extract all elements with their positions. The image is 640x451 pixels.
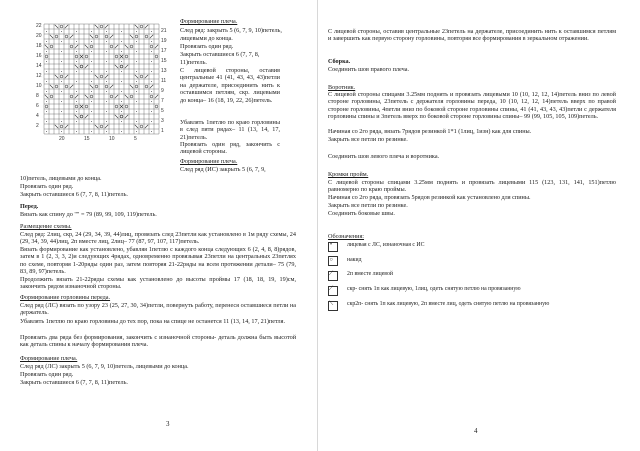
decrease-symbol (95, 25, 98, 28)
knit-symbol (106, 61, 107, 62)
knit-symbol (76, 111, 77, 112)
knit-symbol (76, 41, 77, 42)
text-line: Вязать как спину до "" = 79 (89, 99, 109, 119)петель. (20, 211, 157, 218)
row-number-left: 8 (36, 93, 39, 99)
yarn-over-symbol (120, 115, 123, 118)
decrease-symbol (70, 85, 73, 88)
yarn-over-symbol (145, 35, 148, 38)
yarn-over-symbol (110, 45, 113, 48)
knit-symbol (136, 31, 137, 32)
row-number-left: 4 (36, 113, 39, 119)
decrease-symbol (75, 65, 78, 68)
knit-symbol (136, 71, 137, 72)
decrease-symbol (145, 125, 148, 128)
decrease-symbol (85, 65, 88, 68)
knit-symbol (151, 101, 152, 102)
heading-shoulder-1: Формирование плеча. (180, 18, 238, 25)
text-line: лицевыми до конца. (180, 35, 233, 42)
decrease-symbol (115, 95, 118, 98)
heading-legend: Обозначения: (328, 233, 365, 240)
row-number-right: 21 (161, 28, 167, 34)
knit-symbol (121, 71, 122, 72)
heading-collar: Воротник. (328, 84, 356, 91)
knit-symbol (61, 51, 62, 52)
yarn-over-symbol (60, 125, 63, 128)
row-number-left: 6 (36, 103, 39, 109)
knit-symbol (136, 101, 137, 102)
knit-symbol (151, 71, 152, 72)
knit-symbol (121, 51, 122, 52)
text-line: Закрыть все петли по резинке. (328, 202, 408, 209)
text-paragraph: Провязать два ряда без формирования, закончить с изнаночной стороны- деталь должна быть высотой как деталь спины к началу формирования плеча. (20, 334, 298, 349)
text-line: 10)петель, лицевыми до конца. (20, 175, 102, 182)
text-paragraph: Вязать формирование как установлено, убавляя 1петлю с каждого конца следующих 6 (2, 4, 8, 8)рядов, затем в 1 (2, 3, 3, 2)и следующих 4рядах, одновременно провязывая 23петли на центральных 23петлях по схеме, повторяя 1-20ряды один раз, затем повторяя 21-22ряды на всем протяжении детали– 75 (79, 83, 89, 97)петель. (20, 246, 298, 276)
knit-symbol (61, 81, 62, 82)
decrease-symbol (150, 85, 153, 88)
knit-symbol (151, 111, 152, 112)
row-number-right: 3 (161, 118, 164, 124)
yarn-over-symbol (85, 55, 88, 58)
row-number-left: 16 (36, 53, 42, 59)
heading-armhole: Кромки пройм. (328, 171, 369, 178)
knit-symbol (91, 111, 92, 112)
yarn-over-symbol (85, 105, 88, 108)
decrease-symbol (155, 45, 158, 48)
text-line: Провязать один ряд. (20, 183, 74, 190)
knit-symbol (46, 61, 47, 62)
yarn-over-symbol (55, 35, 58, 38)
knit-symbol (121, 121, 122, 122)
knit-symbol (46, 121, 47, 122)
legend-text: лицевая с ЛС, изнаночная с ИС (347, 242, 425, 248)
knit-symbol (61, 121, 62, 122)
yarn-over-symbol (140, 75, 143, 78)
knit-symbol (91, 71, 92, 72)
yarn-over-symbol (70, 95, 73, 98)
text-line: Закрыть оставшиеся 6 (7, 7, 8, (180, 51, 260, 58)
yarn-over-symbol (150, 95, 153, 98)
decrease-symbol (95, 125, 98, 128)
text-paragraph: С лицевой стороны, оставив центральные 41 (41, 43, 43, 43)петли на держателе, присоединить нить к оставшимся петлям, скр. лицевыми до конца– 16 (18, 19, 22, 26)петель. (180, 67, 282, 104)
yarn-over-symbol (115, 105, 118, 108)
heading-front-neck: Формирование горловины переда. (20, 294, 111, 301)
yarn-over-symbol (75, 105, 78, 108)
knit-symbol (151, 41, 152, 42)
knit-symbol (91, 31, 92, 32)
decrease-symbol (145, 25, 148, 28)
decrease-symbol (125, 45, 128, 48)
knit-symbol (106, 111, 107, 112)
knit-symbol (106, 121, 107, 122)
row-number-right: 9 (161, 88, 164, 94)
column-number: 10 (109, 136, 115, 142)
yarn-over-symbol (80, 115, 83, 118)
knit-symbol (151, 91, 152, 92)
knit-symbol (91, 81, 92, 82)
text-paragraph: С лицевой стороны, оставив центральные 23петель на держателе, присоединить нить к оставшимся петлям и завершить как первую сторону горловины, повторяя все формирования в зеркальном отражении. (328, 28, 618, 43)
yarn-over-symbol (50, 45, 53, 48)
knit-symbol (46, 111, 47, 112)
text-paragraph: С лицевой стороны спицами 3.25мм поднять и провязать лицевыми 10 (10, 12, 12, 14)петель вниз по левой стороне горловины, 23петель с держателя горловины переда, 10 (10, 12, 12, 14)петель вверх по правой стороне горловины, 4петли вниз по боковой стороне горловины спины, 41 (41, 43, 43, 43)петли с держателя горловины спины и 3петель вверх по боковой стороне горловины спины– 99 (99, 105, 105, 109)петель. (328, 91, 618, 121)
knitting-chart (36, 22, 166, 142)
yarn-over-symbol (115, 55, 118, 58)
legend-text: накид (347, 257, 362, 263)
knit-symbol (106, 101, 107, 102)
decrease-symbol (75, 45, 78, 48)
decrease-symbol (75, 115, 78, 118)
decrease-symbol (125, 95, 128, 98)
knit-symbol (61, 101, 62, 102)
knit-symbol (136, 111, 137, 112)
yarn-over-symbol (60, 75, 63, 78)
knit-symbol (76, 81, 77, 82)
knit-symbol (121, 91, 122, 92)
knit-symbol (106, 131, 107, 132)
knit-symbol (136, 51, 137, 52)
decrease-symbol (65, 25, 68, 28)
row-number-left: 2 (36, 123, 39, 129)
decrease-symbol (45, 95, 48, 98)
knit-symbol (76, 91, 77, 92)
decrease-symbol (95, 75, 98, 78)
decrease-symbol (125, 115, 128, 118)
yarn-over-symbol (90, 95, 93, 98)
knit-symbol (61, 131, 62, 132)
knit-symbol (106, 91, 107, 92)
row-number-right: 19 (161, 38, 167, 44)
decrease-symbol (125, 65, 128, 68)
knit-symbol (136, 91, 137, 92)
knit-symbol (61, 41, 62, 42)
decrease-symbol (55, 125, 58, 128)
knit-symbol (136, 41, 137, 42)
yarn-over-symbol (120, 65, 123, 68)
text-line: След ряд: закрыть 5 (6, 7, 9, 10)петель, (180, 27, 282, 34)
knit-symbol (76, 71, 77, 72)
yarn-over-symbol (140, 125, 143, 128)
yarn-over-symbol (60, 25, 63, 28)
knit-symbol (91, 91, 92, 92)
knit-symbol (46, 91, 47, 92)
knit-symbol (151, 31, 152, 32)
column-number: 15 (84, 136, 90, 142)
text-line: Закрыть все петли по резинке. (328, 136, 408, 143)
decrease-symbol (135, 125, 138, 128)
knit-symbol (136, 61, 137, 62)
text-line: Закрыть оставшиеся 6 (7, 7, 8, 11)петель. (20, 379, 128, 386)
decrease-symbol (130, 85, 133, 88)
knit-symbol (46, 51, 47, 52)
knit-symbol (151, 131, 152, 132)
decrease-symbol (55, 75, 58, 78)
text-line: Закрыть оставшиеся 6 (7, 7, 8, 11)петель. (20, 191, 128, 198)
decrease-symbol (70, 35, 73, 38)
decrease-symbol (115, 65, 118, 68)
yarn-over-symbol (155, 55, 158, 58)
row-number-left: 20 (36, 33, 42, 39)
yarn-over-symbol (125, 105, 128, 108)
legend-symbol: ○ (329, 256, 334, 263)
page-4 (318, 0, 640, 451)
text-line: Соединить шов правого плеча. (328, 66, 409, 73)
yarn-over-symbol (65, 35, 68, 38)
row-number-left: 12 (36, 73, 42, 79)
decrease-symbol (115, 45, 118, 48)
knit-symbol (121, 81, 122, 82)
legend-text: скр2п- снять 1п как лицевую, 2п вместе лиц, одеть снятую петлю на провязанную (347, 301, 550, 307)
chart-grid (36, 22, 166, 142)
knit-symbol (46, 71, 47, 72)
row-number-right: 15 (161, 58, 167, 64)
decrease-symbol (105, 125, 108, 128)
knit-symbol (76, 131, 77, 132)
text-line: След ряд (ИС) закрыть 5 (6, 7, 9, (180, 166, 266, 173)
knit-symbol (136, 131, 137, 132)
decrease-symbol (45, 45, 48, 48)
yarn-over-symbol (125, 55, 128, 58)
knit-symbol (61, 91, 62, 92)
yarn-over-symbol (65, 85, 68, 88)
text-paragraph: Провязать один ряд, закончить с лицевой стороны. (180, 141, 282, 156)
decrease-symbol (90, 85, 93, 88)
knit-symbol (151, 81, 152, 82)
knit-symbol (46, 101, 47, 102)
yarn-over-symbol (140, 25, 143, 28)
decrease-symbol (135, 75, 138, 78)
decrease-symbol (145, 75, 148, 78)
heading-shoulder-3: Формирование плеча. (20, 355, 78, 362)
text-paragraph: Продолжить вязать 21-22ряды схемы как установлено до высоты проймы 17 (18, 18, 19, 19)см, закончить рядом изнаночной стороны. (20, 276, 298, 291)
knit-symbol (106, 41, 107, 42)
decrease-symbol (85, 95, 88, 98)
page-number: 4 (474, 427, 478, 435)
knit-symbol (91, 61, 92, 62)
yarn-over-symbol (105, 85, 108, 88)
text-paragraph: След ряд (ЛС) вязать по узору 23 (25, 27, 30, 34)петли, повернуть работу, перенеся оставшиеся петли на держатель. (20, 302, 298, 317)
heading-chart-placement: Размещение схемы. (20, 223, 72, 230)
knit-symbol (121, 31, 122, 32)
yarn-over-symbol (130, 95, 133, 98)
yarn-over-symbol (155, 105, 158, 108)
knit-symbol (121, 61, 122, 62)
knit-symbol (106, 81, 107, 82)
knit-symbol (91, 121, 92, 122)
row-number-left: 14 (36, 63, 42, 69)
decrease-symbol (75, 95, 78, 98)
text-line: Начиная со 2го ряда, провязать 5рядов резинкой как установлено для спины. (328, 194, 531, 201)
knit-symbol (91, 51, 92, 52)
decrease-symbol (155, 95, 158, 98)
heading-shoulder-2: Формирование плеча. (180, 158, 238, 165)
knit-symbol (121, 41, 122, 42)
knit-symbol (61, 31, 62, 32)
yarn-over-symbol (100, 25, 103, 28)
decrease-symbol (55, 25, 58, 28)
row-number-left: 10 (36, 83, 42, 89)
text-paragraph: С лицевой стороны спицами 3.25мм поднять и провязать лицевыми 115 (123, 131, 141, 151)петлю равномерно по краю проймы. (328, 179, 618, 194)
row-number-right: 11 (161, 78, 167, 84)
decrease-symbol (110, 35, 113, 38)
decrease-symbol (90, 35, 93, 38)
decrease-symbol (105, 75, 108, 78)
text-paragraph: Убавлять 1петлю по краю горловины до тех пор, пока на спице не останется 11 (13, 14, 17, 21)петля. (20, 318, 285, 325)
knit-symbol (46, 131, 47, 132)
text-line: 11)петель. (180, 59, 207, 66)
legend-symbol: ⟋ (329, 271, 334, 277)
yarn-over-symbol (130, 45, 133, 48)
knit-symbol (151, 51, 152, 52)
knit-symbol (76, 101, 77, 102)
yarn-over-symbol (105, 35, 108, 38)
knit-symbol (121, 111, 122, 112)
knit-symbol (76, 121, 77, 122)
yarn-over-symbol (45, 105, 48, 108)
knit-symbol (151, 61, 152, 62)
knit-symbol (61, 111, 62, 112)
knit-symbol (76, 31, 77, 32)
text-line: След ряд (ЛС) закрыть 5 (6, 7, 9, 10)петель, лицевыми до конца. (20, 363, 189, 370)
decrease-symbol (110, 85, 113, 88)
yarn-over-symbol (55, 85, 58, 88)
text-line: Провязать один ряд. (180, 43, 234, 50)
decrease-symbol (105, 25, 108, 28)
decrease-symbol (50, 85, 53, 88)
row-number-right: 17 (161, 48, 167, 54)
yarn-over-symbol (100, 75, 103, 78)
column-number: 20 (59, 136, 65, 142)
heading-assembly: Сборка. (328, 58, 351, 65)
legend-symbol: • (330, 242, 333, 248)
yarn-over-symbol (100, 125, 103, 128)
heading-front: Перед. (20, 203, 39, 210)
knit-symbol (91, 131, 92, 132)
yarn-over-symbol (90, 45, 93, 48)
knit-symbol (106, 31, 107, 32)
knit-symbol (76, 51, 77, 52)
knit-symbol (46, 41, 47, 42)
knit-symbol (61, 61, 62, 62)
decrease-symbol (65, 75, 68, 78)
decrease-symbol (130, 35, 133, 38)
legend-text: скр- снять 1п как лицевую, 1лиц, одеть снятую петлю на провязанную (347, 286, 521, 292)
yarn-over-symbol (75, 55, 78, 58)
knit-symbol (121, 131, 122, 132)
knit-symbol (106, 51, 107, 52)
decrease-symbol (150, 35, 153, 38)
knit-symbol (136, 121, 137, 122)
knit-symbol (91, 41, 92, 42)
text-line: Соединить шов левого плеча и воротника. (328, 153, 440, 160)
legend-symbol: ⟍ (329, 301, 334, 307)
knit-symbol (121, 101, 122, 102)
knit-symbol (91, 101, 92, 102)
knit-symbol (106, 71, 107, 72)
yarn-over-symbol (150, 45, 153, 48)
legend-text: 2п вместе лицевой (347, 271, 393, 277)
decrease-symbol (65, 125, 68, 128)
row-number-right: 1 (161, 128, 164, 134)
yarn-over-symbol (80, 65, 83, 68)
decrease-symbol (135, 25, 138, 28)
row-number-right: 5 (161, 108, 164, 114)
knit-symbol (61, 71, 62, 72)
column-number: 5 (134, 136, 137, 142)
yarn-over-symbol (45, 55, 48, 58)
knit-symbol (136, 81, 137, 82)
text-paragraph: След ряд: 2лиц, скр, 24 (29, 34, 39, 44)лиц, провязать след 23петли как установлено в 1м ряду схемы, 24 (29, 34, 39, 44)лиц, 2п вместе лиц, 2лиц– 77 (87, 97, 107, 117)петель. (20, 231, 298, 246)
decrease-symbol (85, 115, 88, 118)
page-3 (0, 0, 318, 451)
row-number-left: 22 (36, 23, 42, 29)
row-number-left: 18 (36, 43, 42, 49)
yarn-over-symbol (95, 85, 98, 88)
page-number: 3 (166, 420, 170, 428)
text-line: Провязать один ряд. (20, 371, 74, 378)
decrease-symbol (50, 35, 53, 38)
knit-symbol (46, 31, 47, 32)
row-number-right: 13 (161, 68, 167, 74)
yarn-over-symbol (70, 45, 73, 48)
text-line: Начиная со 2го ряда, вязать 7рядов резинкой 1*1 (1лиц, 1изн) как для спины. (328, 128, 532, 135)
yarn-over-symbol (135, 35, 138, 38)
decrease-symbol (85, 45, 88, 48)
legend-symbol: ⟋ (329, 286, 334, 292)
decrease-symbol (115, 115, 118, 118)
knit-symbol (151, 121, 152, 122)
text-paragraph: Убавлять 1петлю по краю горловины в след пяти рядах– 11 (13, 14, 17, 21)петель. (180, 119, 282, 141)
knit-symbol (46, 81, 47, 82)
yarn-over-symbol (110, 95, 113, 98)
row-number-right: 7 (161, 98, 164, 104)
text-line: Соединить боковые швы. (328, 210, 395, 217)
yarn-over-symbol (135, 85, 138, 88)
knit-symbol (76, 61, 77, 62)
yarn-over-symbol (95, 35, 98, 38)
yarn-over-symbol (50, 95, 53, 98)
yarn-over-symbol (145, 85, 148, 88)
